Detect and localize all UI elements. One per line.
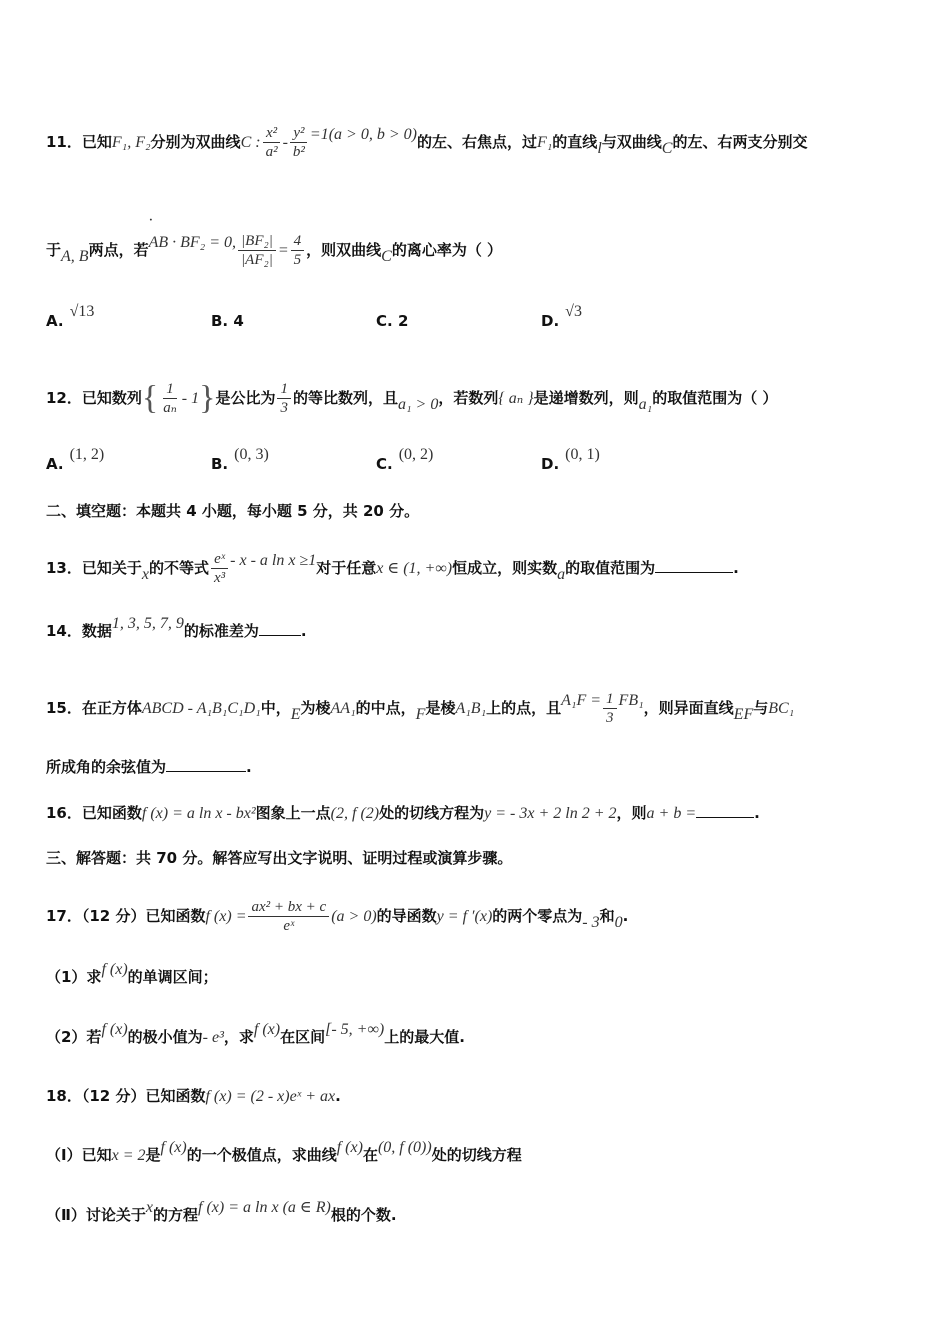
q12-option-d[interactable]: D.(0, 1) xyxy=(541,446,600,473)
q12-text: 是递增数列，则 xyxy=(533,389,639,407)
q12-seq-minus: - 1 xyxy=(181,389,200,407)
q17-frac: $\frac{\text{ax² + bx + c}}{\text{eˣ}}$ xyxy=(248,898,329,935)
question-11-line-1 xyxy=(46,124,920,161)
q16-ab: a + b = xyxy=(646,804,697,822)
q14-prefix: 14．数据 xyxy=(46,622,112,640)
q12-text: 是公比为 xyxy=(215,389,276,407)
q14-answer-blank[interactable] xyxy=(259,621,301,636)
question-18-part-2: （Ⅱ）讨论关于x的方程f (x) = a ln x (a ∈ R)根的个数. xyxy=(46,1198,397,1224)
q12-option-a[interactable]: A.(1, 2) xyxy=(46,446,105,473)
q15-text: 与 xyxy=(753,699,769,717)
q15-a1b1: A₁B₁ xyxy=(455,699,487,717)
q15-relation-frac: $\frac{1}{3}$ xyxy=(603,690,617,727)
q13-prefix: 13．已知关于 xyxy=(46,559,142,577)
q17-zero-2: 0 xyxy=(614,913,623,931)
q16-prefix: 16．已知函数 xyxy=(46,804,142,822)
q14-text: 的标准差为 xyxy=(183,622,259,640)
q12-ratio-frac: $\frac{1}{3}$ xyxy=(277,380,291,417)
q12-option-c[interactable]: C.(0, 2) xyxy=(376,446,434,473)
q11-f1: F₁ xyxy=(536,133,553,151)
question-17-part-2: （2）若f (x)的极小值为- e³，求f (x)在区间[- 5, +∞)上的最大值. xyxy=(46,1026,920,1049)
question-17: 17．（12 分）已知函数f (x) = $\frac{\text{ax² + bx + c}}{\text{eˣ}}$ (a > 0)的导函数y = f ′(x)的两个零点为- 3和0. xyxy=(46,899,629,934)
q11-text: 的离心率为（ ） xyxy=(391,241,503,259)
question-14: 14．数据1, 3, 5, 7, 9的标准差为 . xyxy=(46,614,307,640)
q13-text: 对于任意 xyxy=(316,559,377,577)
q11-option-a[interactable]: A.√13 xyxy=(46,303,95,330)
q12-option-b[interactable]: B.(0, 3) xyxy=(211,446,269,473)
q12-text: 的取值范围为（ ） xyxy=(652,389,778,407)
question-17-part-1: （1）求f (x)的单调区间； xyxy=(46,960,218,986)
q15-text: 为棱 xyxy=(300,699,331,717)
q16-text: 处的切线方程为 xyxy=(379,804,485,822)
q17-p2-f: f (x) xyxy=(101,1020,128,1038)
q13-expression: - x - a ln x ≥1 xyxy=(230,551,317,569)
q12-text: ，若数列 xyxy=(438,389,499,407)
q17-text: 的两个零点为 xyxy=(492,907,583,925)
q11-text: 分别为双曲线 xyxy=(150,133,241,151)
q18-p1-x: x = 2 xyxy=(111,1146,146,1164)
q15-cube: ABCD - A₁B₁C₁D₁ xyxy=(141,699,261,717)
q16-answer-blank[interactable] xyxy=(696,803,754,818)
q13-frac: $\frac{\text{eˣ}}{\text{x³}}$ xyxy=(211,550,228,587)
q16-point: (2, f (2) xyxy=(330,804,380,822)
q18-p2-x: x xyxy=(145,1198,153,1216)
q12-a1: a₁ xyxy=(638,395,653,413)
q15-text: 是棱 xyxy=(425,699,456,717)
q16-function: f (x) = a ln x - bx² xyxy=(141,804,256,822)
q17-p1-f: f (x) xyxy=(101,960,128,978)
question-13: 13．已知关于x的不等式 $\frac{\text{eˣ}}{\text{x³}}$ - x - a ln x ≥1对于任意x ∈ (1, +∞)恒成立，则实数a的取值范围为 . xyxy=(46,551,739,586)
question-12: 12．已知数列{ $\frac{1}{\text{aₙ}}$ - 1}是公比为 $\frac{1}{3}$ 的等比数列，且a₁ > 0，若数列{ aₙ }是递增数列，则a₁的取值范围为（ ） xyxy=(46,379,778,417)
question-18: 18．（12 分）已知函数f (x) = (2 - x)eˣ + ax. xyxy=(46,1085,920,1108)
q17-p2-interval: [- 5, +∞) xyxy=(325,1020,385,1038)
q17-f: f (x) = xyxy=(205,907,247,925)
q11-curve-label: C : xyxy=(240,133,261,151)
q15-relation-rhs: FB₁ xyxy=(618,691,644,709)
q17-p2-f2: f (x) xyxy=(253,1020,281,1038)
q11-text: 与双曲线 xyxy=(601,133,662,151)
q12-seq2: { aₙ } xyxy=(498,389,534,407)
q13-answer-blank[interactable] xyxy=(655,558,733,573)
q17-derivative: y = f ′(x) xyxy=(436,907,493,925)
q11-condition: =1(a > 0, b > 0) xyxy=(309,125,417,143)
q11-curve-c: C xyxy=(381,247,392,265)
q11-option-b[interactable]: B. 4 xyxy=(211,312,244,330)
q17-condition: (a > 0) xyxy=(331,907,377,925)
q17-p2-min-value: - e³ xyxy=(202,1028,224,1046)
q11-text: 两点，若 xyxy=(88,241,149,259)
q16-text: ，则 xyxy=(616,804,647,822)
q17-text: 的导函数 xyxy=(376,907,437,925)
q15-text: 所成角的余弦值为 xyxy=(46,758,167,776)
q15-text: ，则异面直线 xyxy=(643,699,734,717)
q15-text: 上的点，且 xyxy=(486,699,562,717)
q17-prefix: 17．（12 分）已知函数 xyxy=(46,907,206,925)
question-15-line-1 xyxy=(46,690,920,727)
q15-e: E xyxy=(290,705,301,723)
q13-text: 的取值范围为 xyxy=(565,559,656,577)
q11-text: 的左、右焦点，过 xyxy=(416,133,537,151)
section-3-heading: 三、解答题：共 70 分。解答应写出文字说明、证明过程或演算步骤。 xyxy=(46,849,513,867)
q18-p2-equation: f (x) = a ln x (a ∈ R) xyxy=(198,1198,331,1216)
q11-frac-ratio: $\frac{\text{|BF₂|}}{\text{|AF₂|}}$ xyxy=(238,232,276,269)
q11-prefix: 11．已知 xyxy=(46,133,112,151)
q14-data: 1, 3, 5, 7, 9 xyxy=(111,614,184,632)
q11-foci: F₁, F₂ xyxy=(111,133,151,151)
q13-domain: x ∈ (1, +∞) xyxy=(376,559,453,577)
q15-text: 中， xyxy=(260,699,291,717)
q15-text: 的中点， xyxy=(355,699,416,717)
q13-a: a xyxy=(557,565,566,583)
q11-option-c[interactable]: C. 2 xyxy=(376,312,409,330)
q12-prefix: 12．已知数列 xyxy=(46,389,142,407)
q18-prefix: 18．（12 分）已知函数 xyxy=(46,1087,206,1105)
q12-text: 的等比数列，且 xyxy=(292,389,398,407)
q18-p1-f2: f (x) xyxy=(336,1138,363,1156)
q12-seq-frac: $\frac{1}{\text{aₙ}}$ xyxy=(163,381,177,416)
q15-relation-lhs: A₁F = xyxy=(561,691,602,709)
q13-text: 恒成立，则实数 xyxy=(452,559,558,577)
q11-text: 于 xyxy=(46,241,62,259)
q15-ef: EF xyxy=(733,705,754,723)
question-18-part-1: （Ⅰ）已知x = 2是f (x)的一个极值点，求曲线f (x)在(0, f (0))处的切线方程 xyxy=(46,1144,920,1167)
q11-option-d[interactable]: D.√3 xyxy=(541,303,582,330)
question-11-line-2 xyxy=(46,211,920,269)
q11-vector-expression: · AB · BF₂ = 0, xyxy=(148,211,237,251)
question-15-line-2: 所成角的余弦值为 . xyxy=(46,758,252,776)
q11-text: 的直线 xyxy=(552,133,598,151)
q13-x: x xyxy=(141,565,149,583)
q17-text: 和 xyxy=(599,907,615,925)
q11-frac-x: $\frac{\text{x²}}{\text{a²}}$ xyxy=(263,124,281,161)
q16-tangent: y = - 3x + 2 ln 2 + 2 xyxy=(484,804,617,822)
q18-p1-f: f (x) xyxy=(160,1138,187,1156)
q15-aa1: AA₁ xyxy=(330,699,356,717)
q15-prefix: 15．在正方体 xyxy=(46,699,142,717)
q11-text: 的左、右两支分别交 xyxy=(672,133,808,151)
question-16: 16．已知函数f (x) = a ln x - bx²图象上一点(2, f (2)处的切线方程为y = - 3x + 2 ln 2 + 2，则a + b = . xyxy=(46,802,920,825)
q15-bc1: BC₁ xyxy=(768,699,795,717)
q11-curve-c: C xyxy=(661,139,673,157)
q16-text: 图象上一点 xyxy=(255,804,331,822)
q11-text: ，则双曲线 xyxy=(306,241,382,259)
q12-condition: a₁ > 0 xyxy=(397,395,439,413)
q11-minus: - xyxy=(282,133,288,151)
q13-text: 的不等式 xyxy=(148,559,209,577)
q17-zero-1: - 3 xyxy=(582,913,600,931)
q11-line-l: l xyxy=(597,139,602,157)
q11-frac-four-fifths: $\frac{4}{5}$ xyxy=(291,232,305,269)
q15-answer-blank[interactable] xyxy=(166,757,246,772)
q18-p1-point: (0, f (0)) xyxy=(377,1138,432,1156)
q11-equals: = xyxy=(277,241,289,259)
section-2-heading: 二、填空题：本题共 4 小题，每小题 5 分，共 20 分。 xyxy=(46,502,420,520)
q11-points: A, B xyxy=(61,247,89,265)
q18-function: f (x) = (2 - x)eˣ + ax xyxy=(205,1087,336,1105)
q11-frac-y: $\frac{\text{y²}}{\text{b²}}$ xyxy=(290,124,308,161)
q15-f: F xyxy=(415,705,426,723)
